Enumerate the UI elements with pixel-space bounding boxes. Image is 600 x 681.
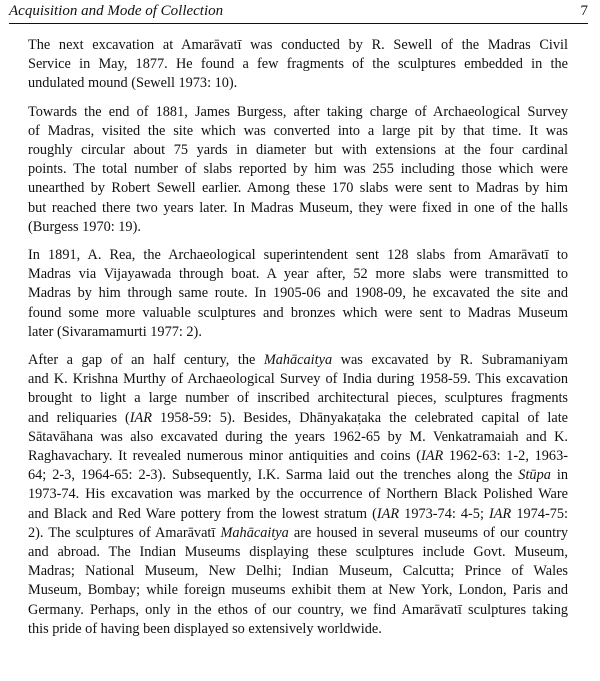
text-line: this pride of having been displayed so extensively worldwide. (28, 620, 382, 637)
text-line: 2). The sculptures of Amarāvatī Mahācaitya are housed in several museums of our country (28, 524, 568, 541)
text-line: undulated mound (Sewell 1973: 10). (28, 75, 238, 92)
text-line: later (Sivaramamurti 1977: 2). (28, 323, 202, 340)
text-line: In 1891, A. Rea, the Archaeological superintendent sent 128 slabs from Amarāvatī to (28, 247, 568, 264)
text-line: Madras by him through same route. In 1905-06 and 1908-09, he excavated the site and (28, 285, 568, 302)
text-line: but reached there two years later. In Madras Museum, they were fixed in one of the halls (28, 199, 568, 216)
text-line: (Burgess 1970: 19). (28, 218, 141, 235)
chapter-title: Acquisition and Mode of Collection (9, 3, 224, 19)
text-line: Madras via Vijayawada through boat. A year after, 52 more slabs were transmitted to (28, 266, 568, 283)
text-line: Germany. Perhaps, only in the ethos of our country, we find Amarāvatī sculptures taking (28, 601, 568, 618)
paragraph (28, 103, 568, 237)
text-line: roughly circular about 75 yards in diameter but with extensions at the four cardinal (28, 142, 568, 159)
text-line: and reliquaries (IAR 1958-59: 5). Besides, Dhānyakaṭaka the celebrated capital of late (28, 409, 569, 426)
text-line: After a gap of an half century, the Mahācaitya was excavated by R. Subramaniyam (28, 352, 569, 369)
page-body (28, 36, 568, 648)
page-number: 7 (580, 3, 588, 19)
text-line: of Madras, visited the site which was converted into a large pit by that time. It was (28, 122, 568, 139)
text-line: Sātavāhana was also excavated during the years 1962-65 by M. Venkatramaiah and K. (28, 428, 568, 445)
text-line: and abroad. The Indian Museums displaying these sculptures include Govt. Museum, (28, 544, 568, 561)
text-line: 1973-74. His excavation was marked by the occurrence of Northern Black Polished Ware (28, 486, 568, 503)
header-rule (9, 23, 588, 24)
text-line: Museum, Bombay; while foreign museums exhibit them at New York, London, Paris and (28, 582, 568, 599)
text-line: and K. Krishna Murthy of Archaeological Survey of India during 1958-59. This excavation (28, 371, 568, 388)
text-line: Towards the end of 1881, James Burgess, after taking charge of Archaeological Survey (28, 103, 568, 120)
text-line: unearthed by Robert Sewell earlier. Among these 170 slabs were sent to Madras by him (28, 180, 568, 197)
text-line: and Black and Red Ware pottery from the lowest stratum (IAR 1973-74: 4-5; IAR 1974-75: (28, 505, 568, 522)
paragraph (28, 351, 568, 639)
text-line: points. The total number of slabs reported by him was 255 including those which were (28, 161, 568, 178)
text-line: 64; 2-3, 1964-65: 2-3). Subsequently, I.K. Sarma laid out the trenches along the Stūpa in (28, 467, 568, 484)
running-header (9, 2, 588, 22)
text-line: Madras; National Museum, New Delhi; Indian Museum, Calcutta; Prince of Wales (28, 563, 568, 580)
text-line: Service in May, 1877. He found a few fragments of the sculptures embedded in the (28, 56, 568, 73)
text-line: brought to light a large number of inscribed architectural pieces, sculptures fragments (28, 390, 568, 407)
paragraph (28, 246, 568, 342)
text-line: The next excavation at Amarāvatī was conducted by R. Sewell of the Madras Civil (28, 37, 568, 53)
paragraph (28, 36, 568, 94)
text-line: Raghavachary. It revealed numerous minor antiquities and coins (IAR 1962-63: 1-2, 1963- (28, 448, 568, 465)
text-line: found some more valuable sculptures and bronzes which were sent to Madras Museum (28, 304, 568, 321)
